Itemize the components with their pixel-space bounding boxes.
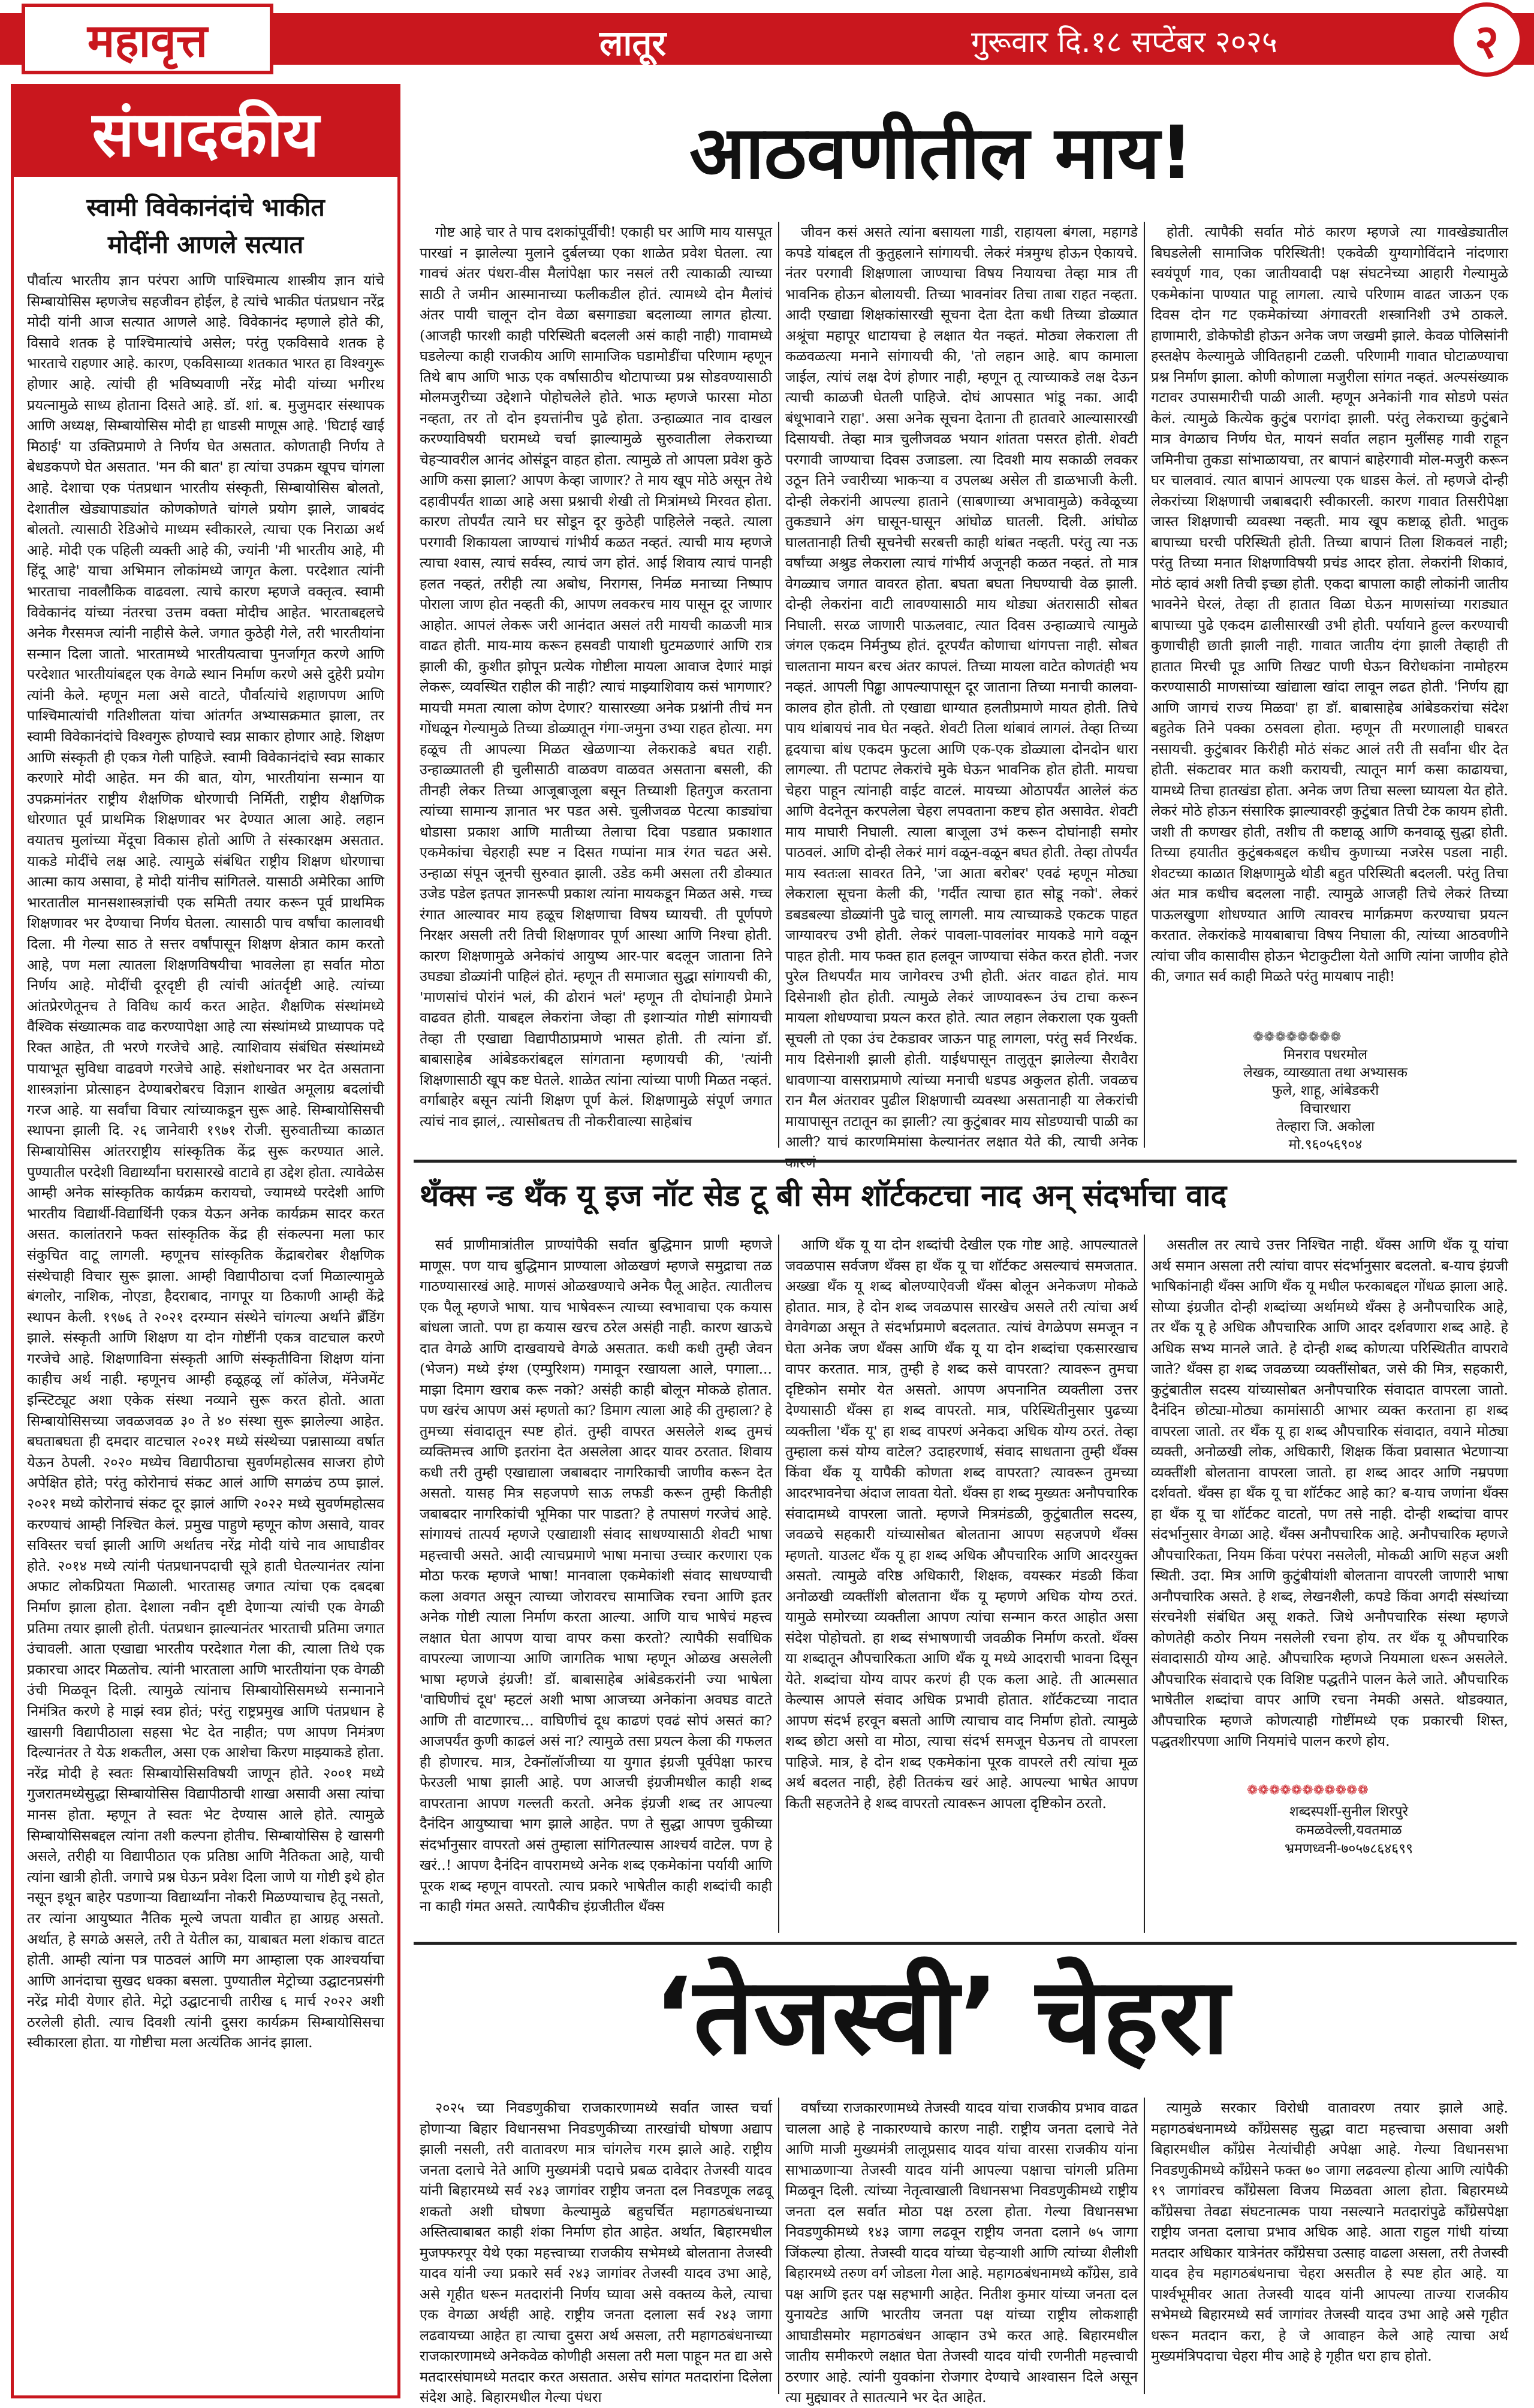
article3-col1-text: २०२५ च्या निवडणुकीचा राजकारणामध्ये सर्वात जास्त चर्चा होणाऱ्या बिहार विधानसभा निवडणुकीच्या तारखांची घोषणा अद्याप झाली नसली, तरी वातावरण मात्र चांगलेच गरम झाले आहे. राष्ट्रीय जनता दलाचे नेते आणि मुख्यमंत्री पदाचे प्रबळ दावेदार तेजस्वी यादव यांनी बिहारमध्ये सर्व २४३ जागांवर राष्ट्रीय जनता दल निवडणूक लढवू शकतो अशी घोषणा केल्यामुळे बहुचर्चित महागठबंधनाच्या अस्तित्वाबाबत काही शंका निर्माण होत आहेत. अर्थात, बिहारमधील मुजफ्फरपूर येथे एका महत्त्वाच्या राजकीय सभेमध्ये बोलताना तेजस्वी यादव यांनी ज्या प्रकारे सर्व २४३ जागांवर तेजस्वी यादव उभा आहे, असे गृहीत धरून मतदारांनी निर्णय घ्यावा असे वक्तव्य केले, त्याचा एक वेगळा अर्थही आहे. राष्ट्रीय जनता दलाला सर्व २४३ जागा लढवायच्या आहेत हा त्याचा दुसरा अर्थ असला, तरी महागठबंधनाच्या राजकारणामध्ये अनेकवेळ कोणीही असला तरी मला पाहून मत द्या असे मतदारसंघामध्ये मतदार करत असतात. असेच सांगत मतदारांना दिलेला संदेश आहे. बिहारमधील गेल्या पंधरा [420,2099,772,2406]
newspaper-logo-text: महावृत्त [87,13,208,67]
editorial-label-banner [14,87,397,177]
article2-column-3 [1151,1235,1508,1774]
masthead [0,0,1534,76]
article1-author-phone: मो.९६०५६९०४ [1288,1137,1363,1152]
article2-author-phone: भ्रमणध्वनी-७०५७८६४६९९ [1284,1841,1414,1857]
article2-column-2 [785,1235,1138,1936]
edition-city: लातूर [599,23,667,64]
article1-headline: आठवणीतील माय! [689,110,1194,195]
article1-author-line4: तेल्हारा जि. अकोला [1276,1119,1375,1134]
article1-col2-text: जीवन कसं असते त्यांना बसायला गाडी, राहायला बंगला, महागडे कपडे यांबद्दल ती कुतुहलाने सांगायची. लेकरं मंत्रमुग्ध होऊन ऐकायचे. नंतर परगावी शिक्षणाला जाण्याचा विषय नियायचा तेव्हा मात्र ती भावनिक होऊन बोलायची. तिच्या भावनांवर तिचा ताबा राहत नव्हता. आदी एखाद्या शिक्षकांसारखी सूचना देता देता कधी तिच्या डोळ्यात अश्रूंचा महापूर धाटायचा हे लक्षात येत नव्हतं. मोठ्या लेकराला ती कळवळत्या मनाने सांगायची की, 'तो लहान आहे. बाप कामाला जाईल, त्यांचं लक्ष देणं होणार नाही, म्हणून तू त्याच्याकडे लक्ष देऊन त्याची काळजी घेतली पाहिजे. दोघं आपसात भांडू नका. आदी बंधूभावाने राहा'. असा अनेक सूचना देताना ती हातवारे आल्यासारखी दिसायची. तेव्हा मात्र चुलीजवळ भयान शांतता पसरत होती. शेवटी परगावी जाण्याचा दिवस उजाडला. त्या दिवशी माय सकाळी लवकर उठून तिने ज्वारीच्या भाकऱ्या व उपलब्ध असेल ती डाळभाजी केली. दोन्ही लेकरांनी आपल्या हाताने (साबणाच्या अभावामुळे) कवेळूच्या तुकड्याने अंग घासून-घासून आंघोळ घातली. दिली. आंघोळ घालतानाही तिची सूचनेची सरबत्ती काही थांबत नव्हती. परंतु त्या नऊ वर्षांच्या अश्रुड लेकराला त्याचं गांभीर्य अजूनही कळत नव्हतं. तो मात्र वेगळ्याच जगात वावरत होता. बघता बघता निघण्याची वेळ झाली. दोन्ही लेकरांना वाटी लावण्यासाठी माय थोड्या अंतरासाठी सोबत निघाली. सरळ जाणारी पाऊलवाट, त्यात दिवस उन्हाळ्याचे त्यामुळे जंगल एकदम निर्मनुष्य होतं. दूरपर्यंत कोणाचा थांगपत्ता नाही. सोबत चालताना मायन बरच अंतर कापलं. तिच्या मायला वाटेत कोणतंही भय नव्हतं. आपली पिढ्ढा आपल्यापासून दूर जाताना तिच्या मनाची कालवा-कालव होत होती. तो एखाद्या धाग्यात हलतीप्रमाणे मायत होती. तिचे पाय थांबायचं नाव घेत नव्हते. शेवटी तिला थांबावं लागलं. तेव्हा तिच्या हृदयाचा बांध एकदम फुटला आणि एक-एक डोळ्याला दोनदोन धारा लागल्या. ती पटापट लेकरांचे मुके घेऊन भावनिक होत होती. मायचा चेहरा पाहून त्यांनाही वाईट वाटलं. मायच्या ओठापर्यंत आलेलं कंठ आणि वेदनेतून करपलेला चेहरा लपवताना कष्टच होत असावेत. शेवटी माय माघारी निघाली. त्याला बाजूला उभं करून दोघांनाही समोर पाठवलं. आणि दोन्ही लेकरं मागं वळून-वळून बघत होती. तेव्हा तोपर्यंत माय स्वतःला सावरत तिने, 'जा आता बरोबर' एवढं म्हणून मोठ्या लेकराला सूचना केली की, 'गर्दीत त्याचा हात सोडू नको'. लेकरं डबडबल्या डोळ्यांनी पुढे चालू लागली. माय त्याच्याकडे एकटक पाहत जाग्यावरच उभी होती. लेकरं पावला-पावलांवर मायकडे मागे वळून पाहत होती. माय फक्त हात हलवून जाण्याचा संकेत करत होती. नजर पुरेल तिथपर्यंत माय जागेवरच उभी होती. अंतर वाढत होतं. माय दिसेनाशी होत होती. त्यामुळे लेकरं जाण्यावरून उंच टाचा करून मायला शोधण्याचा प्रयत्न करत होते. त्यात लहान लेकराला एक युक्ती सूचली तो एका उंच टेकडावर जाऊन पाहू लागला, परंतु सर्व निरर्थक. माय दिसेनाशी झाली होती. याईधपासून तालुतून झालेल्या सैरावैरा धावणाऱ्या वासराप्रमाणे त्यांच्या मनाची धडपड अकुलत होती. जवळच रान मैल अंतरावर पुढील शिक्षणाची व्यवस्था असतानाही या लेकरांची मायापासून तटातून का झाली? त्या कुटुंबावर माय सोडण्याची पाळी का आली? याचं कारणमिमांसा केल्यानंतर लक्षात येते की, त्याची अनेक [785,224,1138,1150]
article3-column-2 [785,2098,1138,2406]
article1-col-rule-1 [778,222,779,1148]
editorial-body: पौर्वात्य भारतीय ज्ञान परंपरा आणि पाश्चिमात्य शास्त्रीय ज्ञान यांचे सिम्बायोसिस म्हणजेच सहजीवन होईल, हे त्यांचे भाकीत पंतप्रधान नरेंद्र मोदी यांनी आज सत्यात आणले आहे. विवेकानंद म्हणाले होते की, विसावे शतक हे पाश्चिमात्यांचे असेल; परंतु एकविसावे शतक हे भारताचे राहणार आहे. कारण, एकविसाव्या शतकात भारत हा विश्वगुरू होणार आहे. त्यांची ही भविष्यवाणी नरेंद्र मोदी यांच्या भगीरथ प्रयत्नामुळे साध्य होताना दिसते आहे. डॉ. शां. ब. मुजुमदार संस्थापक आणि अध्यक्ष, सिम्बायोसिस मोदी हा धाडसी माणूस आहे. 'घिटाई खाई मिठाई' या उक्तिप्रमाणे ते निर्णय घेत असतात. कोणताही निर्णय ते बेधडकपणे घेत असतात. 'मन की बात' हा त्यांचा उपक्रम खूपच चांगला आहे. देशाचा एक पंतप्रधान भारतीय संस्कृती, सिम्बायोसिस बोलतो, देशातील खेड्यापाड्यांत कोणकोणते चांगले प्रयोग झाले, जाबवंद बोलतो. त्यासाठी रेडिओचे माध्यम स्वीकारले, त्याचा एक निराळा अर्थ आहे. मोदी एक पहिली व्यक्ती आहे की, ज्यांनी 'मी भारतीय आहे, मी हिंदू आहे' याचा अभिमान लोकांमध्ये जागृत केला. परदेशात त्यांनी भारताचा नावलौकिक वाढवला. त्याचे कारण म्हणजे वक्तृत्व. स्वामी विवेकानंद यांच्या नंतरचा उत्तम वक्ता मोदीच आहेत. भारताबद्दलचे अनेक गैरसमज त्यांनी नाहीसे केले. जगात कुठेही गेले, तरी भारतीयांना सन्मान दिला जातो. भारतामध्ये भारतीयत्वाचा पुनर्जागृत करणे आणि परदेशात भारतीयांबद्दल एक वेगळे स्थान निर्माण करणे असे दुहेरी प्रयोग त्यांनी केले. म्हणून मला असे वाटते, पौर्वात्यांचे शहाणपण आणि पाश्चिमात्यांची गतिशीलता यांचा आंतर्गत अभ्यासक्रमात झाला, तर स्वामी विवेकानंदांचे विश्वगुरू होण्याचे स्वप्न साकार होणार आहे. शिक्षण आणि संस्कृती ही एकत्र गेली पाहिजे. स्वामी विवेकानंदांचे स्वप्न साकार करणारे मोदी आहेत. मन की बात, योग, भारतीयांना सन्मान या उपक्रमांनंतर राष्ट्रीय शैक्षणिक धोरणाची निर्मिती, राष्ट्रीय शैक्षणिक धोरणात पूर्व प्राथमिक शिक्षणावर भर देण्यात आला आहे. लहान वयातच मुलांच्या मेंदूचा विकास होतो आणि ते संस्कारक्षम असतात. याकडे मोदींचे लक्ष आहे. त्यामुळे संबंधित राष्ट्रीय शिक्षण धोरणाचा आत्मा काय असावा, हे मोदी यांनीच सांगितले. यासाठी अमेरिका आणि भारतातील मानसशास्त्रज्ञांची एक समिती तयार करून पूर्व प्राथमिक शिक्षणावर भर देण्याचा निर्णय घेतला. त्यासाठी पाच वर्षांचा कालावधी दिला. मी गेल्या साठ ते सत्तर वर्षांपासून शिक्षण क्षेत्रात काम करतो आहे, पण मला त्यातला शिक्षणविषयीचा भावलेला हा सर्वात मोठा निर्णय आहे. मोदींची दूरदृष्टी ही त्यांची आंतर्दृष्टी आहे. त्यांच्या आंतप्रेरणेतूनच ते विविध कार्य करत आहेत. शैक्षणिक संस्थांमध्ये वैश्विक संख्यात्मक वाढ करण्यापेक्षा आहे त्या संस्थांमध्ये प्राध्यापक पदे रिक्त आहेत, ती भरणे गरजेचे आहे. त्याशिवाय संबंधित संस्थांमध्ये पायाभूत सुविधा वाढवणे गरजेचे आहे. संशोधनावर भर देत असताना शास्त्रज्ञांना प्रोत्साहन देण्याबरोबरच विज्ञान शाखेत अमूलाग्र बदलांची गरज आहे. या सर्वांचा विचार त्यांच्याकडून सुरू आहे. सिम्बायोसिसची स्थापना झाली दि. २६ जानेवारी १९७१ रोजी. सुरुवातीच्या काळात सिम्बायोसिस आंतरराष्ट्रीय सांस्कृतिक केंद्र सुरू करण्यात आले. पुण्यातील परदेशी विद्यार्थ्यांना घरासारखे वाटावे हा उद्देश होता. त्यावेळेस आम्ही अनेक सांस्कृतिक कार्यक्रम करायचो, ज्यामध्ये परदेशी आणि भारतीय विद्यार्थी-विद्यार्थिनी एकत्र येऊन अनेक कार्यक्रम सादर करत असत. कालांतराने फक्त सांस्कृतिक केंद्र ही संकल्पना मला फार संकुचित वाटू लागली. म्हणूनच सांस्कृतिक केंद्राबरोबर शैक्षणिक संस्थेचाही विचार सुरू झाला. आम्ही विद्यापीठाचा दर्जा मिळाल्यामुळे बंगलोर, नाशिक, नोएडा, हैदराबाद, नागपूर या ठिकाणी आम्ही केंद्रे स्थापन केली. १९७६ ते २०२१ दरम्यान संस्थेने चांगल्या अर्थाने ब्रँडिंग झाले. संस्कृती आणि शिक्षण या दोन गोष्टींनी एकत्र वाटचाल करणे गरजेचे आहे. शिक्षणाविना संस्कृती आणि संस्कृतीविना शिक्षण यांना काहीच अर्थ नाही. म्हणूनच आम्ही हळूहळू लॉ कॉलेज, मॅनेजमेंट इन्स्टिट्यूट अशा एकेक संस्था नव्याने सुरू करत होतो. आता सिम्बायोसिसच्या जवळजवळ ३० ते ४० संस्था सुरू झालेल्या आहेत. बघताबघता ही दमदार वाटचाल २०२१ मध्ये संस्थेच्या पन्नासाव्या वर्षात येऊन ठेपली. २०२० मध्येच विद्यापीठाचा सुवर्णमहोत्सव साजरा होणे अपेक्षित होते; परंतु कोरोनाचं संकट आलं आणि सगळंच ठप्प झालं. २०२१ मध्ये कोरोनाचं संकट दूर झालं आणि २०२२ मध्ये सुवर्णमहोत्सव करण्याचं आम्ही निश्चित केलं. प्रमुख पाहुणे म्हणून कोण असावे, यावर सविस्तर चर्चा झाली आणि अर्थातच नरेंद्र मोदी यांचे नाव आघाडीवर होते. २०१४ मध्ये त्यांनी पंतप्रधानपदाची सूत्रे हाती घेतल्यानंतर त्यांना अफाट लोकप्रियता मिळाली. भारतासह जगात त्यांचा एक दबदबा निर्माण झाला होता. देशाला नवीन दृष्टी देणाऱ्या त्यांची एक वेगळी प्रतिमा तयार झाली होती. पंतप्रधान झाल्यानंतर भारताची प्रतिमा जगात उंचावली. आता एखाद्या भारतीय परदेशात गेला की, त्याला तिथे एक प्रकारचा आदर मिळतोच. त्यांनी भारताला आणि भारतीयांना एक वेगळी उंची मिळवून दिली. त्यामुळे त्यांनाच सिम्बायोसिसमध्ये सन्मानाने निमंत्रित करणे हे माझं स्वप्न होतं; परंतु राष्ट्रप्रमुख आणि पंतप्रधान हे खासगी विद्यापीठाला सहसा भेट देत नाहीत; पण आपण निमंत्रण दिल्यानंतर ते येऊ शकतील, असा एक आशेचा किरण माझ्याकडे होता. नरेंद्र मोदी हे स्वतः सिम्बायोसिसविषयी जाणून होते. २००१ मध्ये गुजरातमध्येसुद्धा सिम्बायोसिस विद्यापीठाची शाखा असावी असा त्यांचा मानस होता. म्हणून ते स्वतः भेट देण्यास आले होते. त्यामुळे सिम्बायोसिसबद्दल त्यांना तशी कल्पना होतीच. सिम्बायोसिस हे खासगी असले, तरीही या विद्यापीठात एक प्रतिष्ठा आणि नैतिकता आहे, याची त्यांना खात्री होती. जगाचे प्रश्न घेऊन प्रवेश दिला जाणे या गोष्टी इथे होत नसून इथून बाहेर पडणाऱ्या विद्यार्थ्यांना नोकरी मिळण्याचाच हेतू नसतो, तर त्यांना आयुष्यात नैतिक मूल्ये जपता यावीत हा आग्रह असतो. अर्थात, हे सगळे असले, तरी ते येतील का, याबाबत मला शंकाच वाटत होती. आम्ही त्यांना पत्र पाठवलं आणि मग आम्हाला एक आश्चर्याचा आणि आनंदाचा सुखद धक्का बसला. पुण्यातील मेट्रोच्या उद्घाटनप्रसंगी नरेंद्र मोदी येणार होते. मेट्रो उद्घाटनाची तारीख ६ मार्च २०२२ अशी ठरलेली होती. त्याच दिवशी त्यांनी दुसरा कार्यक्रम सिम्बायोसिसचा स्वीकारला होता. या गोष्टीचा मला अत्यंतिक आनंद झाला. [27,272,384,2051]
article2-author-name: शब्दस्पर्शी-सुनील शिरपुरे [1289,1804,1409,1819]
article3-col3-text: त्यामुळे सरकार विरोधी वातावरण तयार झाले आहे. महागठबंधनामध्ये काँग्रेससह सुद्धा वाटा महत्त्वाचा असावा अशी बिहारमधील काँग्रेस नेत्यांचीही अपेक्षा आहे. गेल्या विधानसभा निवडणुकीमध्ये काँग्रेसने फक्त ७० जागा लढवल्या होत्या आणि त्यांपैकी १९ जागांवरच काँग्रेसला विजय मिळवता आला होता. बिहारमध्ये काँग्रेसचा तेवढा संघटनात्मक पाया नसल्याने मतदारांपुढे काँग्रेसपेक्षा राष्ट्रीय जनता दलाचा प्रभाव अधिक आहे. आता राहुल गांधी यांच्या मतदार अधिकार यात्रेनंतर काँग्रेसचा उत्साह वाढला असला, तरी तेजस्वी यादव हेच महागठबंधनाचा चेहरा असतील हे स्पष्ट होत आहे. या पार्श्वभूमीवर आता तेजस्वी यादव यांनी आपल्या ताज्या राजकीय सभेमध्ये बिहारमध्ये सर्व जागांवर तेजस्वी यादव उभा आहे असे गृहीत धरून मतदान करा, हे जे आवाहन केले आहे त्याचा अर्थ मुख्यमंत्रिपदाचा चेहरा मीच आहे हे गृहीत धरा हाच होतो. [1151,2099,1508,2364]
newspaper-logo [22,4,273,74]
article1-col1-text: गोष्ट आहे चार ते पाच दशकांपूर्वीची! एकाही घर आणि माय यासपूत पारखां न झालेल्या मुलाने दुर्बलच्या एका शाळेत प्रवेश घेतला. त्या गावचं अंतर पंधरा-वीस मैलांपेक्षा फार नसलं तरी त्याकाळी त्याच्या साठी ते जमीन आस्मानाच्या फलीकडील होतं. त्यामध्ये दोन मैलांचं अंतर पायी चालून दोन वेळा बसगाड्या बदलाव्या लागत होत्या. (आजही फारशी काही परिस्थिती बदलली असं काही नाही) गावामध्ये घडलेल्या काही राजकीय आणि सामाजिक घडामोडींचा परिणाम म्हणून तिथे बाप आणि भाऊ एक वर्षासाठीच थोटापाच्या प्रश्न सोडवण्यासाठी मोलमजुरीच्या उद्देशाने पोहोचलेले होते. भाऊ म्हणजे फारसा मोठा नव्हता, तर तो दोन इयत्तांनीच पुढे होता. उन्हाळ्यात नाव दाखल करण्याविषयी घरामध्ये चर्चा झाल्यामुळे सुरुवातीला लेकराच्या चेहऱ्यावरील आनंद ओसंडून वाहत होता. त्यामुळे तो आपला प्रवेश कुठे आणि कसा झाला? आपण केव्हा जाणार? ते माय खूप मोठे असून तेथे दहावीपर्यंत शाळा आहे असा प्रश्नाची शेखी तो मित्रांमध्ये मिरवत होता. कारण तोपर्यंत त्याने घर सोडून दूर कुठेही पाहिलेले नव्हते. त्याला परगावी शिकायला जाण्याचं गांभीर्य कळत नव्हतं. त्याची माय म्हणजे त्याचा श्वास, त्याचं सर्वस्व, त्याचं जग होतं. आई शिवाय त्याचं पानही हलत नव्हतं, तरीही त्या अबोध, निरागस, निर्मळ मनाच्या निष्पाप पोराला जाण होत नव्हती की, आपण लवकरच माय पासून दूर जाणार आहोत. आपलं लेकरू जरी आनंदात असलं तरी मायची काळजी मात्र वाढत होती. माय-माय करून हसवडी पायाशी घुटमळणारं आणि रात्र झाली की, कुशीत झोपून प्रत्येक गोष्टीला मायला आवाज देणारं माझं लेकरू, व्यवस्थित राहील की नाही? त्याचं माझ्याशिवाय कसं भागणार? मायची ममता त्याला कोण देणार? यासारख्या अनेक प्रश्नांनी तीचं मन गोंधळून गेल्यामुळे तिच्या डोळ्यातून गंगा-जमुना उभ्या राहत होत्या. मग हळूच ती आपल्या मिळत खेळणाऱ्या लेकराकडे बघत राही. उन्हाळ्यातली ही चुलीसाठी वाळवण वाळवत असताना बसली, की तीनही लेकर तिच्या आजूबाजूला बसून तिच्याशी हितगुज करताना त्यांच्या सामान्य ज्ञानात भर पडत असे. चुलीजवळ पेटत्या काड्यांचा धोडासा प्रकाश आणि मातीच्या तेलाचा दिवा पडद्यात प्रकाशात एकमेकांचा चेहराही स्पष्ट न दिसत गप्पांना मात्र रंगत चढत असे. उन्हाळा संपून जूनची सुरुवात झाली. उडेड कमी असला तरी डोक्यात उजेड पडेल इतपत ज्ञानरूपी प्रकाश त्यांना मायकडून मिळत असे. गच्च रंगात आल्यावर माय हळूच शिक्षणाचा विषय घ्यायची. ती पूर्णपणे निरक्षर असली तरी तिची शिक्षणावर पूर्ण आस्था आणि निश्चा होती. कारण शिक्षणामुळे अनेकांचं आयुष्य आर-पार बदलून जाताना तिने उघड्या डोळ्यांनी पाहिलं होतं. म्हणून ती समाजात सुद्धा सांगायची की, 'माणसांचं पोरांनं भलं, की ढोरानं भलं' म्हणून ती दोघांनाही प्रेमाने वाढवत होती. याबद्दल लेकरांना जेव्हा ती इशाऱ्यांत गोष्टी सांगायची तेव्हा ती एखाद्या विद्यापीठाप्रमाणे भासत होती. ती त्यांना डॉ. बाबासाहेब आंबेडकरांबद्दल सांगताना म्हणायची की, 'त्यांनी शिक्षणासाठी खूप कष्ट घेतले. शाळेत त्यांना त्यांच्या पाणी मिळत नव्हतं. वर्गाबाहेर बसून त्यांनी शिक्षण पूर्ण केलं. शिक्षणामुळे संपूर्ण जगात त्यांचं नाव झालं,. त्यासोबतच ती नोकरीवाल्या साहेबांच [420,224,772,1130]
article3-col2-text: वर्षांच्या राजकारणामध्ये तेजस्वी यादव यांचा राजकीय प्रभाव वाढत चालला आहे हे नाकारण्याचे कारण नाही. राष्ट्रीय जनता दलाचे नेते आणि माजी मुख्यमंत्री लालूप्रसाद यादव यांचा वारसा राजकीय यांना साभाळणाऱ्या तेजस्वी यादव यांनी आपल्या पक्षाचा चांगली प्रतिमा मिळवून दिली. त्यांच्या नेतृत्वाखाली विधानसभा निवडणुकीमध्ये राष्ट्रीय जनता दल सर्वात मोठा पक्ष ठरला होता. गेल्या विधानसभा निवडणुकीमध्ये १४३ जागा लढवून राष्ट्रीय जनता दलाने ७५ जागा जिंकल्या होत्या. तेजस्वी यादव यांच्या चेहऱ्याशी आणि त्यांच्या शैलीशी बिहारमध्ये तरुण वर्ग जोडला गेला आहे. महागठबंधनामध्ये काँग्रेस, डावे पक्ष आणि इतर पक्ष सहभागी आहेत. नितीश कुमार यांच्या जनता दल युनायटेड आणि भारतीय जनता पक्ष यांच्या राष्ट्रीय लोकशाही आघाडीसमोर महागठबंधन आव्हान उभे करत आहे. बिहारमधील जातीय समीकरणे लक्षात घेता तेजस्वी यादव यांची रणनीती महत्त्वाची ठरणार आहे. त्यांनी युवकांना रोजगार देण्याचे आश्वासन दिले असून त्या मुद्द्यावर ते सातत्याने भर देत आहेत. [785,2099,1138,2406]
article2-col3-text: असतील तर त्याचे उत्तर निश्चित नाही. थँक्स आणि थँक यू यांचा अर्थ समान असला तरी त्यांचा वापर संदर्भानुसार बदलतो. ब-याच इंग्रजी भाषिकांनाही थँक्स आणि थँक यू मधील फरकाबद्दल गोंधळ झाला आहे. सोप्या इंग्रजीत दोन्ही शब्दांच्या अर्थामध्ये थँक्स हे अनौपचारिक आहे, तर थँक यू हे अधिक औपचारिक आणि आदर दर्शवणारा शब्द आहे. हे अधिक सभ्य मानले जाते. हे दोन्ही शब्द कोणत्या परिस्थितीत वापरावे जाते? थँक्स हा शब्द जवळच्या व्यक्तींसोबत, जसे की मित्र, सहकारी, कुटुंबातील सदस्य यांच्यासोबत अनौपचारिक संवादात वापरला जातो. दैनंदिन छोट्या-मोठ्या कामांसाठी आभार व्यक्त करताना हा शब्द वापरला जातो. तर थँक यू हा शब्द औपचारिक संवादात, वयाने मोठ्या व्यक्ती, अनोळखी लोक, अधिकारी, शिक्षक किंवा प्रवासात भेटणाऱ्या व्यक्तींशी बोलताना वापरला जातो. हा शब्द आदर आणि नम्रपणा दर्शवतो. थँक्स हा थँक यू चा शॉर्टकट आहे का? ब-याच जणांना थँक्स हा थँक यू चा शॉर्टकट वाटतो, पण तसे नाही. दोन्ही शब्दांचा वापर संदर्भानुसार वेगळा आहे. थँक्स अनौपचारिक आहे. अनौपचारिक म्हणजे औपचारिकता, नियम किंवा परंपरा नसलेली, मोकळी आणि सहज अशी स्थिती. उदा. मित्र आणि कुटुंबीयांशी बोलताना वापरली जाणारी भाषा अनौपचारिक असते. हे शब्द, लेखनशैली, कपडे किंवा अगदी संस्थांच्या संरचनेशी संबंधित असू शकते. जिथे अनौपचारिक संस्था म्हणजे कोणतेही कठोर नियम नसलेली रचना होय. तर थँक यू औपचारिक संवादासाठी योग्य आहे. औपचारिक म्हणजे नियमाला धरून असलेले. औपचारिक संवादाचे एक विशिष्ट पद्धतीने पालन केले जाते. औपचारिक भाषेतील शब्दांचा वापर आणि रचना नेमकी असते. थोडक्यात, औपचारिक म्हणजे कोणत्याही गोष्टींमध्ये एक प्रकारची शिस्त, पद्धतशीरपणा आणि नियमांचे पालन करणे होय. [1151,1236,1508,1749]
article2-col2-text: आणि थँक यू या दोन शब्दांची देखील एक गोष्ट आहे. आपल्यातले जवळपास सर्वजण थँक्स हा थँक यू चा शॉर्टकट असल्याचं समजतात. अख्खा थँक यू शब्द बोलण्याऐवजी थँक्स बोलून अनेकजण मोकळे होतात. मात्र, हे दोन शब्द जवळपास सारखेच असले तरी त्यांचा अर्थ वेगवेगळा असून ते संदर्भाप्रमाणे बदलतात. त्यांचं वेगळेपण समजून न घेता अनेक जण थँक्स आणि थँक यू या दोन शब्दांचा एकसारखाच वापर करतात. मात्र, तुम्ही हे शब्द कसे वापरता? त्यावरून तुमचा दृष्टिकोन समोर येत असतो. आपण अपनानित व्यक्तीला उत्तर देण्यासाठी थँक्स हा शब्द वापरतो. मात्र, परिस्थितीनुसार पुढच्या व्यक्तीला 'थँक यू' हा शब्द वापरणं अनेकदा अधिक योग्य ठरतं. तेव्हा तुम्हाला कसं योग्य वाटेल? उदाहरणार्थ, संवाद साधताना तुम्ही थँक्स किंवा थँक यू यापैकी कोणता शब्द वापरता? त्यावरून तुमच्या आदरभावनेचा अंदाज लावता येतो. थँक्स हा शब्द मुख्यतः अनौपचारिक संवादामध्ये वापरला जातो. म्हणजे मित्रमंडळी, कुटुंबातील सदस्य, जवळचे सहकारी यांच्यासोबत बोलताना आपण सहजपणे थँक्स म्हणतो. याउलट थँक यू हा शब्द अधिक औपचारिक आणि आदरयुक्त असतो. त्यामुळे वरिष्ठ अधिकारी, शिक्षक, वयस्कर मंडळी किंवा अनोळखी व्यक्तींशी बोलताना थँक यू म्हणणे अधिक योग्य ठरतं. यामुळे समोरच्या व्यक्तीला आपण त्यांचा सन्मान करत आहोत असा संदेश पोहोचतो. हा शब्द संभाषणाची जवळीक निर्माण करतो. थँक्स या शब्दातून औपचारिकता आणि थँक यू मध्ये आदराची भावना दिसून येते. शब्दांचा योग्य वापर करणं ही एक कला आहे. ती आत्मसात केल्यास आपले संवाद अधिक प्रभावी होतात. शॉर्टकटच्या नादात आपण संदर्भ हरवून बसतो आणि त्याचाच वाद निर्माण होतो. त्यामुळे शब्द छोटा असो वा मोठा, त्याचा संदर्भ समजून घेऊनच तो वापरला पाहिजे. मात्र, हे दोन शब्द एकमेकांना पूरक वापरले तरी त्यांचा मूळ अर्थ बदलत नाही, हेही तितकंच खरं आहे. आपल्या भाषेत आपण किती सहजतेने हे शब्द वापरतो त्यावरून आपला दृष्टिकोन ठरतो. [785,1236,1138,1812]
editorial-headline-line1: स्वामी विवेकानंदांचे भाकीत [86,193,325,222]
article1-column-2 [785,222,1138,1152]
article2-col1-text: सर्व प्राणीमात्रांतील प्राण्यांपैकी सर्वात बुद्धिमान प्राणी म्हणजे माणूस. पण याच बुद्धिमान प्राण्याला ओळखणं म्हणजे समुद्राचा तळ गाठण्यासारखं आहे. माणसं ओळखण्याचे अनेक पैलू आहेत. त्यातीलच एक पैलू म्हणजे भाषा. याच भाषेवरून त्याच्या स्वभावाचा एक कयास बांधला जातो. पण हा कयास खरच ठरेल असंही नाही. कारण खाऊचे दात वेगळे आणि दाखवायचे वेगळे असतात. कधी कधी तुम्ही जेवन (भेजन) मध्ये इंग्श (एम्पुरिशम) गमावून रखायला आले, पगाला... माझा दिमाग खराब करू नको? असंही काही बोलून मोकळे होतात. पण खरंच आपण असं म्हणतो का? डिमाग त्याला आहे की तुम्हाला? हे तुमच्या संवादातून स्पष्ट होतं. तुम्ही वापरत असलेले शब्द तुमचं व्यक्तिमत्त्व आणि इतरांना देत असलेला आदर यावर ठरतात. शिवाय कधी तरी तुम्ही एखाद्याला जबाबदार नागरिकाची जाणीव करून देत असतो. यासह मित्र सहजपणे साऊ लफडी करून तुम्ही कितीही जबाबदार नागरिकांची भूमिका पार पाडता? हे तपासणं गरजेचं आहे. सांगायचं तात्पर्य म्हणजे एखाद्याशी संवाद साधण्यासाठी शेवटी भाषा महत्त्वाची असते. आदी त्याचप्रमाणे भाषा मनाचा उच्चार करणारा एक मोठा फरक म्हणजे भाषा! मानवाला एकमेकांशी संवाद साधण्याची कला अवगत असून त्याच्या जोरावरच सामाजिक रचना आणि इतर अनेक गोष्टी त्याला निर्माण करता आल्या. आणि याच भाषेचं महत्त्व लक्षात घेता आपण याचा वापर कसा करतो? त्यापैकी सर्वाधिक वापरल्या जाणाऱ्या आणि जागतिक भाषा म्हणून ओळख असलेली भाषा म्हणजे इंग्रजी! डॉ. बाबासाहेब आंबेडकरांनी ज्या भाषेला 'वाघिणीचं दूध' म्हटलं अशी भाषा आजच्या अनेकांना अवघड वाटते आणि ती वाटणारच... वाघिणीचं दूध काढणं एवढं सोपं असतं का? आजपर्यंत कुणी काढलं असं ना? त्यामुळे तसा प्रयत्न केला की गफलत ही होणारच. मात्र, टेक्नॉलॉजीच्या या युगात इंग्रजी पूर्वपेक्षा फारच फेरउली भाषा झाली आहे. पण आजची इंग्रजीमधील काही शब्द वापरताना आपण गल्लती करतो. अनेक इंग्रजी शब्द तर आपल्या दैनंदिन आयुष्याचा भाग झाले आहेत. पण ते सुद्धा आपण चुकीच्या संदर्भानुसार वापरतो असं तुम्हाला सांगितल्यास आश्चर्य वाटेल. पण हे खरं..! आपण दैनंदिन वापरामध्ये अनेक शब्द एकमेकांना पर्यायी आणि पूरक शब्द म्हणून वापरतो. त्याच प्रकारे भाषेतील काही शब्दांची काही ना काही गंमत असते. त्यापैकीच इंग्रजीतील थँक्स [420,1236,772,1915]
article1-author-line1: लेखक, व्याख्याता तथा अभ्यासक [1243,1065,1408,1081]
article3-col-rule-2 [1144,2098,1145,2394]
article1-author-line3: विचारधारा [1300,1101,1351,1117]
page-number: २ [1474,15,1499,69]
article1-col3-text: होती. त्यापैकी सर्वात मोठं कारण म्हणजे त्या गावखेड्यातील बिघडलेली सामाजिक परिस्थिती! एकवेळी युग्यागोविंदाने नांदणारा स्वयंपूर्ण गाव, एका जातीयवादी पक्ष संघटनेच्या आहारी गेल्यामुळे एकमेकांना पाण्यात पाहू लागला. त्याचे परिणाम वाढत जाऊन एक दिवस दोन गट एकमेकांच्या अंगावरती शस्त्रानिशी उभे ठाकले. हाणामारी, डोकेफोडी होऊन अनेक जण जखमी झाले. केवळ पोलिसांनी हस्तक्षेप केल्यामुळे जीवितहानी टळली. परिणामी गावात घोटाळण्याचा प्रश्न निर्माण झाला. कोणी कोणाला मजुरीला सांगत नव्हतं. अल्पसंख्याक गटावर उपासमारीची पाळी आली. म्हणून अनेकांनी गाव सोडणे पसंत केलं. त्यामुळे कित्येक कुटुंब परागंदा झाली. परंतु लेकराच्या कुटुंबाने मात्र वेगळाच निर्णय घेत, मायनं सर्वात लहान मुलींसह गावी राहून जमिनीचा तुकडा सांभाळायचा, तर बापानं बाहेरगावी मोल-मजुरी करून घर चालवावं. त्यात बापानं आपल्या एक धाडस केलं. तो म्हणजे दोन्ही लेकरांच्या शिक्षणाची जबाबदारी स्वीकारली. कारण गावात तिसरीपेक्षा जास्त शिक्षणाची व्यवस्था नव्हती. माय खूप कष्टाळू होती. भातुक बापाच्या घरची परिस्थिती होती. तिच्या बापानं तिला शिकवलं नाही; परंतु तिच्या मनात शिक्षणाविषयी प्रचंड आदर होता. लेकरांनी शिकावं, मोठं व्हावं अशी तिची इच्छा होती. एकदा बापाला काही लोकांनी जातीय भावनेने घेरलं, तेव्हा ती हातात विळा घेऊन माणसांच्या गराड्यात बापाच्या पुढे एकदम ढालीसारखी उभी होती. पर्यायाने हुल्ल करण्याची कुणाचीही छाती झाली नाही. गावात जातीय दंगा झाली तेव्हाही ती हातात मिरची पूड आणि तिखट पाणी घेऊन विरोधकांना नामोहरम करण्यासाठी माणसांच्या खांद्याला खांदा लावून लढत होती. 'निर्णय ह्या आणि जागचं राज्य मिळवा' हा डॉ. बाबासाहेब आंबेडकरांचा संदेश बहुतेक तिने पक्का ठसवला होता. म्हणून ती मरणालाही घाबरत नसायची. कुटुंबावर किरीही मोठं संकट आलं तरी ती सर्वांना धीर देत होती. संकटावर मात कशी करायची, त्यातून मार्ग कसा काढायचा, यामध्ये तिचा हातखंडा होता. अनेक जण तिचा सल्ला घ्यायला येत होते. लेकरं मोठे होऊन संसारिक झाल्यावरही कुटुंबात तिची टेक कायम होती. जशी ती कणखर होती, तशीच ती कष्टाळू आणि कनवाळू सुद्धा होती. तिच्या हयातीत कुटुंबकबद्दल कधीच कुणाच्या नजरेस पडला नाही. शेवटच्या काळात शिक्षणामुळे थोडी बहुत परिस्थिती बदलली. परंतु तिचा अंत मात्र कधीच बदलला नाही. त्यामुळे आजही तिचे लेकरं तिच्या पाऊलखुणा शोधण्यात आणि त्यावरच मार्गक्रमण करण्याचा प्रयत्न करतात. लेकरांकडे मायबाबाचा विषय निघाला की, त्यांच्या आठवणीने त्यांचा जीव कासावीस होऊन भेटाकुटीला येतो आणि त्यांना जाणीव होते की, जगात सर्व काही मिळते परंतु मायबाप नाही! [1151,224,1508,985]
section-rule-2 [414,1942,1517,1945]
article3-column-1 [420,2098,772,2406]
page-number-badge [1449,2,1524,77]
article2-headline: थँक्स न्ड थँक यू इज नॉट सेड टू बी सेम शॉर्टकटचा नाद अन् संदर्भाचा वाद [420,1178,1227,1213]
article2-column-1 [420,1235,772,1936]
editorial-headline-line2: मोदींनी आणले सत्यात [107,230,304,259]
article3-col-rule-1 [778,2098,779,2394]
article1-column-3 [1151,222,1508,1028]
article2-author-line1: कमळवेल्ली,यवतमाळ [1295,1822,1402,1838]
article3-headline: ‘तेजस्वी’ चेहरा [653,1955,1229,2078]
editorial-label: संपादकीय [92,97,320,171]
article3-column-3 [1151,2098,1508,2397]
article1-column-1 [420,222,772,1152]
article2-author-box [1193,1803,1505,1858]
article1-author-line2: फुले, शाहू, आंबेडकरी [1271,1083,1379,1099]
article2-col-rule-1 [778,1235,779,1933]
article1-author-box [1149,1046,1502,1154]
article1-col-rule-2 [1144,222,1145,1148]
article2-col-rule-2 [1144,1235,1145,1933]
issue-date: गुरूवार दि.१८ सप्टेंबर २०२५ [971,25,1277,59]
article2-separator-stars: ❁❁❁❁❁❁❁❁❁❁❁ [1247,1783,1369,1798]
editorial-headline [26,189,385,263]
section-rule-1 [414,1160,1517,1163]
article1-author-name: मिनराव पधरमोल [1283,1047,1367,1063]
editorial-column [11,84,400,2398]
article1-separator-stars: ❁❁❁❁❁❁❁❁ [1253,1030,1342,1045]
